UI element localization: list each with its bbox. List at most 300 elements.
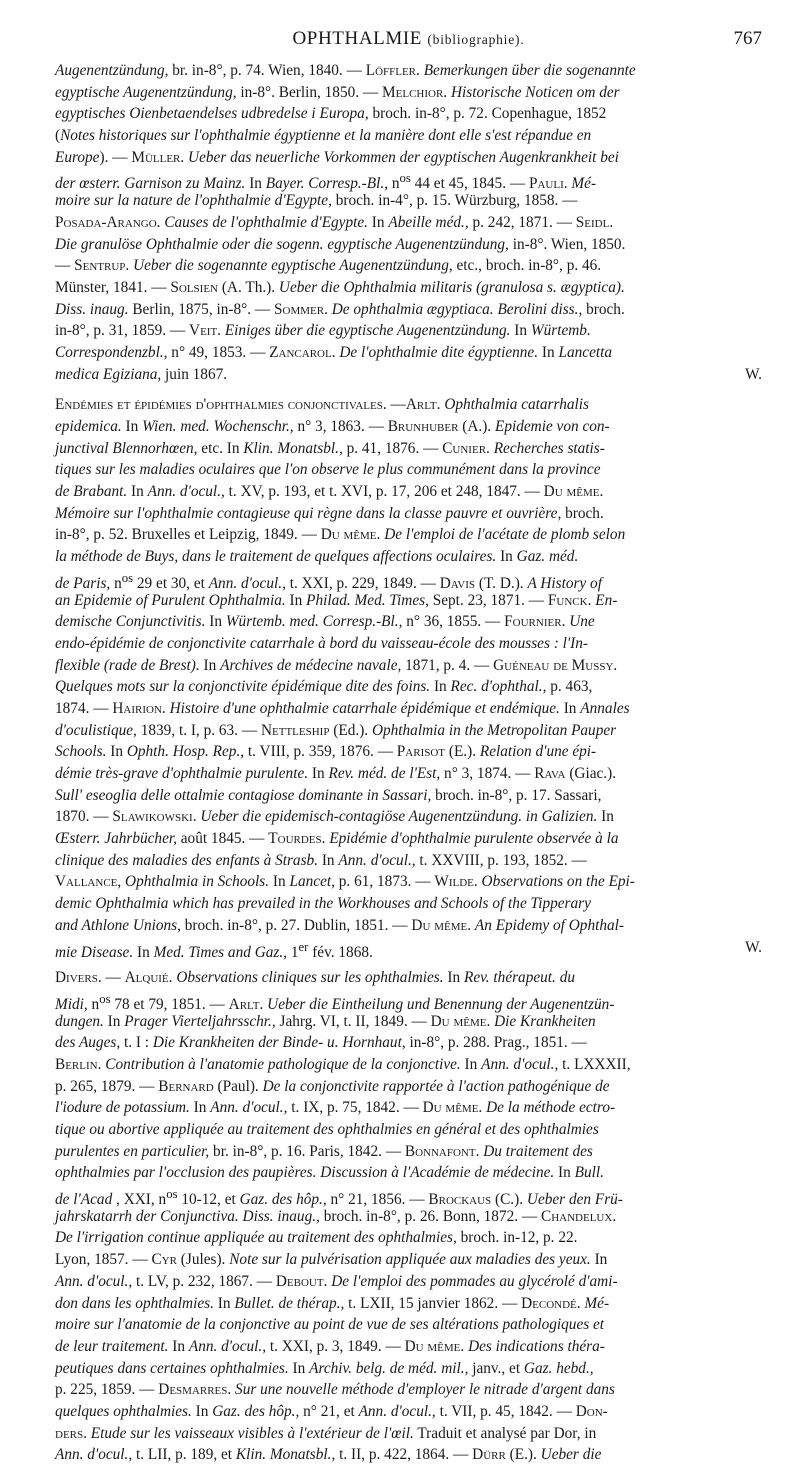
text-line <box>55 741 762 763</box>
italic-title: peutiques dans certaines ophthalmies. <box>55 1359 289 1377</box>
text-run: In <box>510 322 531 340</box>
text-run: . <box>576 1294 585 1312</box>
superscript: os <box>399 171 411 186</box>
text-run: In <box>443 969 464 987</box>
text-line <box>55 481 762 503</box>
italic-title: De la conjonctivite rapportée à l'action pathogénique de <box>262 1077 610 1095</box>
text-line <box>55 1119 762 1141</box>
author-name: Du même <box>404 1337 461 1355</box>
text-run: 1874. — <box>55 699 113 717</box>
italic-title: and Athlone Unions, <box>55 916 181 934</box>
italic-title: Ophthalmia catarrhalis <box>444 396 589 414</box>
text-run: fév. 1868. <box>308 943 373 961</box>
italic-title: Würtemb. med. Corresp.-Bl., <box>225 613 403 631</box>
text-line <box>55 1401 762 1423</box>
text-line <box>55 1206 762 1228</box>
text-run: . — <box>97 969 125 987</box>
italic-title: Rev. méd. de l'Est, <box>328 765 441 782</box>
author-name: Tourdes <box>268 830 322 848</box>
italic-title: Bayer. Corresp.-Bl., <box>265 175 389 193</box>
text-run: . <box>324 300 332 318</box>
text-run: . <box>460 1337 469 1355</box>
author-name: Du même <box>411 916 468 934</box>
text-line <box>55 915 762 937</box>
text-line <box>55 546 762 568</box>
text-run: . <box>416 62 424 79</box>
text-run: n° 21, et <box>299 1402 359 1420</box>
italic-title: egyptisches Oienbetaendelses udbredelse i Europa, <box>55 105 369 123</box>
italic-title: Gaz. des hôp., <box>212 1402 300 1420</box>
text-run: . <box>486 439 494 457</box>
author-name: Rava <box>534 765 566 782</box>
text-run: Jahrg. VI, t. II, 1849. — <box>275 1012 431 1030</box>
italic-title: Observations cliniques sur les ophthalmies. <box>176 969 444 987</box>
italic-title: egyptische Augenentzündung, <box>55 83 237 101</box>
text-run: ). — <box>99 148 132 166</box>
text-line <box>55 342 762 364</box>
text-run: ( <box>55 127 61 145</box>
author-name: Davis <box>439 574 476 592</box>
text-run: — <box>55 257 75 275</box>
text-line <box>55 103 762 125</box>
italic-title: Ann. d'ocul., <box>358 1402 436 1420</box>
italic-title: Sur une nouvelle méthode d'employer le nitrade d'argent dans <box>235 1381 615 1399</box>
text-run: In <box>308 765 329 782</box>
italic-title: medica Egiziana, <box>55 365 162 383</box>
italic-title: Epidemie von con- <box>494 418 610 435</box>
italic-title: Ophth. Hosp. Rep., <box>126 743 245 761</box>
text-run: n <box>110 574 122 592</box>
italic-title: dungen. <box>55 1012 104 1030</box>
text-line <box>55 147 762 169</box>
italic-title: De l'emploi de l'acétate de plomb selon <box>384 526 626 544</box>
italic-title: Etude sur les vaisseaux visibles à l'extérieur de l'œil. <box>90 1424 414 1442</box>
text-line <box>55 82 762 104</box>
italic-title: Ueber das neuerliche Vorkommen der egyptischen Augenkrankheit bei <box>188 148 619 166</box>
italic-title: Prager Vierteljahrsschr., <box>124 1012 276 1030</box>
text-run: In <box>269 873 290 891</box>
text-run: janv., et <box>468 1359 524 1377</box>
italic-title: Ann. d'ocul., <box>210 1099 288 1117</box>
text-line <box>55 611 762 633</box>
author-name: Chandelux <box>541 1207 613 1225</box>
italic-title: d'oculistique, <box>55 721 137 739</box>
italic-title: Ueber die <box>540 1446 602 1464</box>
author-name: Du même <box>543 483 600 501</box>
text-line <box>55 989 762 1011</box>
text-run: . <box>192 808 201 826</box>
italic-title: Du traitement des <box>483 1142 593 1160</box>
running-title <box>292 28 524 49</box>
text-run: t. LXII, 15 janvier 1862. — <box>344 1294 522 1312</box>
italic-title: A History of <box>527 574 602 592</box>
text-run: In <box>367 213 389 231</box>
text-run: In <box>168 1337 189 1355</box>
text-line <box>55 1011 762 1033</box>
superscript: os <box>121 570 134 585</box>
italic-title: Schools. <box>55 743 107 761</box>
author-name: Endémies et épidémies d'ophthalmies conjonctivales <box>55 396 383 414</box>
italic-title: Med. Times and Gaz., <box>153 943 287 961</box>
italic-title: Rec. d'ophthal., <box>450 678 547 696</box>
text-line <box>55 416 762 438</box>
italic-title: Die granulöse Ophthalmie oder die sogenn. egyptische Augenentzündung, <box>55 235 509 253</box>
text-run: In <box>597 808 614 826</box>
italic-title: Bull. <box>574 1164 604 1182</box>
italic-title: mie Disease. <box>55 943 134 961</box>
italic-title: Ueber die Eintheilung und Benennung der Augenentzün- <box>267 995 615 1013</box>
author-name: Cyr <box>151 1251 177 1269</box>
author-name: Dürr <box>472 1446 506 1464</box>
author-name: Funck <box>547 591 588 609</box>
text-run: 1 <box>287 943 299 961</box>
text-line <box>55 1423 762 1445</box>
italic-title: der œsterr. Garnison zu Mainz. <box>55 175 246 193</box>
text-run: Sept. 23, 1871. — <box>428 591 548 609</box>
bibliography-paragraph <box>55 394 762 961</box>
author-name: Hairion <box>112 699 162 717</box>
italic-title: de l'Acad <box>55 1191 113 1209</box>
text-run: . <box>467 916 475 934</box>
text-run: 10-12, et <box>177 1191 240 1209</box>
text-run: 44 et 45, 1845. — <box>410 175 529 193</box>
italic-title: endo-épidémie de conjonctivite catarrhale à bord du vaisseau-école des mousses : l'In- <box>55 634 589 652</box>
italic-title: Causes de l'ophthalmie d'Egypte. <box>164 213 368 231</box>
text-run: In <box>213 1294 235 1312</box>
text-run: In <box>496 548 517 566</box>
text-line <box>55 190 762 212</box>
italic-title: de Paris, <box>55 574 111 592</box>
italic-title: Mé- <box>571 175 597 193</box>
italic-title: jahrskatarrh der Conjunctiva. Diss. inaug., <box>55 1207 320 1225</box>
author-name: Du même <box>422 1099 479 1117</box>
italic-title: quelques ophthalmies. <box>55 1402 192 1420</box>
text-run: In <box>430 678 451 696</box>
author-name: Sommer <box>274 300 325 318</box>
text-run: . <box>376 526 385 544</box>
text-line <box>55 590 762 612</box>
text-line <box>55 299 762 321</box>
italic-title: ophthalmies par l'occlusion des paupières. Discussion à l'Académie de médecine. <box>55 1164 555 1182</box>
italic-title: clinique des maladies des enfants à Strasb. <box>55 851 318 869</box>
text-run: In <box>103 1012 125 1030</box>
author-name: Decondé <box>521 1294 577 1312</box>
running-title-main: OPHTHALMIE <box>292 28 422 49</box>
italic-title: Epidémie d'ophthalmie purulente observée à la <box>329 830 619 848</box>
text-run: . <box>180 148 189 166</box>
text-run: In <box>245 175 266 193</box>
text-run: t. I : <box>120 1034 153 1052</box>
text-line <box>55 1032 762 1054</box>
italic-title: Klin. Monatsbl., <box>235 1446 336 1464</box>
author-name: Parisot <box>396 743 446 761</box>
text-run: In <box>205 613 226 631</box>
text-run: (E.). <box>505 1446 541 1464</box>
text-run: t. LII, p. 189, et <box>132 1446 236 1464</box>
text-line <box>55 320 762 342</box>
author-name: Brunhuber <box>387 418 459 435</box>
text-line <box>55 1314 762 1336</box>
italic-title: des Auges, <box>55 1034 121 1052</box>
text-run: (T. D.). <box>475 574 528 592</box>
text-run: n° 21, 1856. — <box>326 1191 429 1209</box>
author-name: Berlin <box>55 1055 98 1073</box>
text-run: in-8°, p. 31, 1859. — <box>55 322 190 340</box>
text-run: n° 3, 1874. — <box>440 765 535 782</box>
italic-title: Ann. d'ocul., <box>55 1272 133 1290</box>
text-run: t. XXVIII, p. 193, 1852. — <box>415 851 587 869</box>
italic-title: de leur traitement. <box>55 1337 169 1355</box>
author-name: Solsien <box>170 278 219 296</box>
text-run: broch. in-4°, p. 15. Würzburg, 1858. — <box>331 192 578 210</box>
italic-title: Quelques mots sur la conjonctivite épidémique dite des foins. <box>55 678 431 696</box>
italic-title: Ann. d'ocul., <box>55 1446 133 1464</box>
signature-initial: W. <box>745 938 762 956</box>
text-run: . <box>217 322 225 340</box>
text-run: . <box>323 1272 332 1290</box>
italic-title: Ueber die epidemisch-contagiöse Augenentzündung. in Galizien. <box>200 808 598 826</box>
signature-initial: W. <box>745 365 762 383</box>
italic-title: Historische Noticen om der <box>450 83 620 101</box>
italic-title: Ophthalmia in Schools. <box>125 873 270 891</box>
text-line <box>55 806 762 828</box>
text-run: in-8°. Berlin, 1850. — <box>236 83 383 101</box>
text-line <box>55 60 762 82</box>
text-run: (A. Th.). <box>218 278 279 296</box>
italic-title: Die Krankheiten der Binde- u. Hornhaut, <box>152 1034 406 1052</box>
italic-title: Lancetta <box>558 343 613 361</box>
text-run: broch. in-8°, p. 27. Dublin, 1851. — <box>180 916 412 934</box>
text-run: . <box>599 483 604 501</box>
text-run: In <box>106 743 127 761</box>
text-run: . <box>331 343 340 361</box>
text-run: 1871, p. 4. — <box>401 656 494 674</box>
text-line <box>55 1271 762 1293</box>
text-run: t. VII, p. 45, 1842. — <box>435 1402 576 1420</box>
italic-title: Midi, <box>55 995 88 1013</box>
italic-title: Gaz. méd. <box>516 548 579 566</box>
text-line <box>55 364 762 386</box>
text-run: p. 242, 1871. — <box>468 213 576 231</box>
italic-title: purulentes en particulier, <box>55 1142 210 1160</box>
author-name: Divers <box>55 969 98 987</box>
bibliography-body <box>55 60 762 1466</box>
text-run: In <box>460 1055 482 1073</box>
text-run: . <box>321 830 330 848</box>
author-name: Zancarol <box>269 343 332 361</box>
text-run: t. VIII, p. 359, 1876. — <box>244 743 397 761</box>
text-run: . <box>161 699 170 717</box>
text-run: . <box>227 1381 236 1399</box>
text-run: (Paul). <box>213 1077 263 1095</box>
text-run: . <box>587 591 596 609</box>
text-run: Münster, 1841. — <box>55 278 171 296</box>
italic-title: Œsterr. Jahrbücher, <box>55 830 177 848</box>
text-run: p. 41, 1876. — <box>342 439 443 457</box>
text-run: . <box>473 873 482 891</box>
author-name: Fournier <box>504 613 562 631</box>
italic-title: De l'emploi des pommades au glycérolé d'ami- <box>331 1272 618 1290</box>
text-line <box>55 967 762 989</box>
author-name: Melchior <box>382 83 444 101</box>
text-line <box>55 394 762 416</box>
italic-title: Ueber die sogenannte egyptische Augenentzündung, <box>133 257 453 275</box>
text-run: In <box>189 1099 211 1117</box>
italic-title: de Brabant. <box>55 483 128 501</box>
italic-title: Lancet, <box>289 873 335 891</box>
italic-title: Abeille méd., <box>388 213 469 231</box>
text-run: Berlin, 1875, in-8°. — <box>128 300 275 318</box>
text-run: . <box>475 1142 484 1160</box>
text-line <box>55 937 762 959</box>
text-run: . <box>125 257 134 275</box>
text-run: p. 463, <box>546 678 593 696</box>
author-name: Pauli <box>528 175 564 193</box>
text-run: . <box>259 995 268 1013</box>
author-name: Nettleship <box>260 721 330 739</box>
italic-title: démie très-grave d'ophthalmie purulente. <box>55 765 309 782</box>
text-line <box>55 234 762 256</box>
text-run: n <box>87 995 100 1013</box>
text-run: t. XXI, p. 3, 1849. — <box>266 1337 405 1355</box>
italic-title: Des indications théra- <box>468 1337 605 1355</box>
author-name: Posada-Arango <box>55 213 157 231</box>
author-name: Seidl <box>575 213 610 231</box>
author-name: Bernard <box>158 1077 214 1095</box>
author-name: Du même <box>430 1012 487 1030</box>
superscript: er <box>298 939 309 954</box>
text-run: In <box>590 1251 608 1269</box>
author-name: Du même <box>320 526 377 544</box>
text-line <box>55 828 762 850</box>
italic-title: Ueber die Ophthalmia militaris (granulosa s. ægyptica). <box>278 278 625 296</box>
italic-title: flexible (rade de Brest). <box>55 656 200 674</box>
italic-title: Mémoire sur l'ophthalmie contagieuse qui règne dans la classe pauvre et ouvrière, <box>55 504 562 522</box>
text-run: . <box>83 1424 91 1442</box>
italic-title: Europe <box>55 148 100 166</box>
text-run: 78 et 79, 1851. — <box>110 995 229 1013</box>
text-line <box>55 633 762 655</box>
italic-title: Une <box>569 613 595 631</box>
text-run: 1870. — <box>55 808 113 826</box>
superscript: os <box>99 991 111 1006</box>
text-run: (C.). <box>491 1191 527 1209</box>
text-line <box>55 763 762 785</box>
paragraph-gap <box>55 385 762 394</box>
author-name: Löffler <box>365 62 417 79</box>
italic-title: demic Ophthalmia which has prevailed in the Workhouses and Schools of the Tipperary <box>55 895 591 913</box>
text-run: t. XV, p. 193, et t. XVI, p. 17, 206 et 248, 1847. — <box>224 483 544 501</box>
bibliography-paragraph <box>55 967 762 1466</box>
italic-title: Rev. thérapeut. du <box>463 969 575 987</box>
text-run: broch. in-12, p. 22. <box>456 1229 578 1247</box>
italic-title: Ann. d'ocul., <box>481 1055 559 1073</box>
text-run: . — <box>382 396 406 414</box>
text-run: , XXI, n <box>112 1191 167 1209</box>
italic-title: Ueber den Frü- <box>526 1191 623 1209</box>
superscript: os <box>166 1187 178 1202</box>
text-run: in-8°. Wien, 1850. <box>508 235 626 253</box>
italic-title: De ophthalmia ægyptiaca. Berolini diss., <box>331 300 583 318</box>
italic-title: De la méthode ectro- <box>486 1099 616 1117</box>
italic-title: moire sur la nature de l'ophthalmie d'Egypte, <box>55 192 332 210</box>
author-name: Guéneau de Mussy <box>493 656 614 674</box>
text-line <box>55 212 762 234</box>
text-line <box>55 676 762 698</box>
text-run: . <box>613 656 618 674</box>
text-run: p. 225, 1859. — <box>55 1381 159 1399</box>
text-run: . <box>436 396 445 414</box>
italic-title: epidemica. <box>55 418 122 435</box>
text-line <box>55 1141 762 1163</box>
italic-title: Ann. d'ocul., <box>338 851 416 869</box>
bibliography-paragraph <box>55 60 762 385</box>
text-line <box>55 503 762 525</box>
text-run: In <box>121 418 143 435</box>
text-run: . <box>443 83 451 101</box>
text-run: n <box>388 175 400 193</box>
text-run: t. LXXXII, <box>558 1055 631 1073</box>
text-run: juin 1867. <box>161 365 228 383</box>
text-run: août 1845. — <box>176 830 269 848</box>
text-run: broch. in-8°, p. 72. Copenhague, 1852 <box>368 105 607 123</box>
text-run: t. LV, p. 232, 1867. — <box>132 1272 276 1290</box>
italic-title: En- <box>595 591 618 609</box>
author-name: Cunier <box>442 439 487 457</box>
text-run: In <box>538 343 559 361</box>
text-run: . <box>609 213 614 231</box>
text-run: in-8°, p. 288. Prag., 1851. — <box>405 1034 587 1052</box>
italic-title: tique ou abortive appliquée au traitement des ophthalmies en général et des ophthalmies <box>55 1121 599 1138</box>
author-name: Alquié <box>124 969 169 987</box>
text-run: 1839, t. I, p. 63. — <box>136 721 261 739</box>
author-name: Debout <box>275 1272 324 1290</box>
text-run: p. 61, 1873. — <box>334 873 435 891</box>
italic-title: Notes historiques sur l'ophthalmie égyptienne et la manière dont elle s'est répandue en <box>60 127 592 145</box>
text-run: In <box>133 943 154 961</box>
text-line <box>55 1249 762 1271</box>
italic-title: Ann. d'ocul., <box>147 483 225 501</box>
text-run: p. 265, 1879. — <box>55 1077 159 1095</box>
italic-title: don dans les ophthalmies. <box>55 1294 214 1312</box>
author-name: Slawikowski <box>112 808 193 826</box>
italic-title: Die Krankheiten <box>494 1012 596 1030</box>
author-name: Arlt <box>228 995 260 1013</box>
text-line <box>55 871 762 893</box>
author-name: Bonnafont <box>404 1142 476 1160</box>
text-run: In <box>191 1402 213 1420</box>
italic-title: Wien. med. Wochenschr., <box>142 418 294 435</box>
text-line <box>55 1358 762 1380</box>
italic-title: Annales <box>580 699 630 717</box>
italic-title: an Epidemie of Purulent Ophthalmia. <box>55 591 286 609</box>
text-line <box>55 255 762 277</box>
italic-title: Ann. d'ocul., <box>208 574 286 592</box>
italic-title: Gaz. hebd., <box>523 1359 594 1377</box>
text-run: In <box>559 699 581 717</box>
italic-title: Correspondenzbl., <box>55 343 168 361</box>
italic-title: Klin. Monatsbl., <box>243 439 343 457</box>
italic-title: Philad. Med. Times, <box>306 591 429 609</box>
text-line <box>55 277 762 299</box>
text-run: In <box>318 851 339 869</box>
text-run: etc., broch. in-8°, p. 46. <box>452 257 602 275</box>
italic-title: Einiges über die egyptische Augenentzündung. <box>224 322 511 340</box>
text-run: broch. in-8°, p. 17. Sassari, <box>431 786 602 804</box>
text-run: in-8°, p. 52. Bruxelles et Leipzig, 1849. — <box>55 526 321 544</box>
text-line <box>55 1076 762 1098</box>
text-run: br. in-8°, p. 74. Wien, 1840. — <box>168 62 366 79</box>
